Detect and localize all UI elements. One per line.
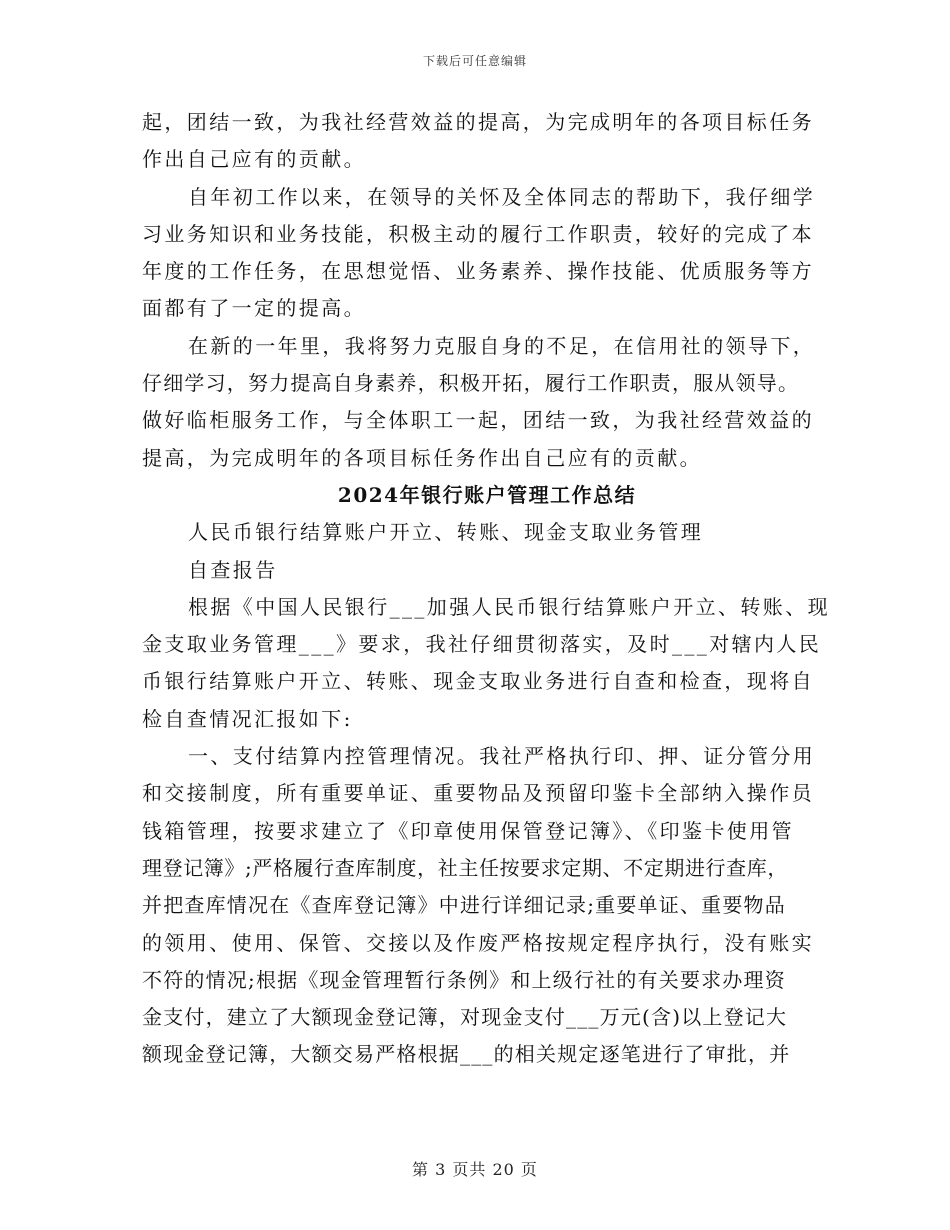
body-line-22: 并把查库情况在《查库登记簿》中进行详细记录;重要单证、重要物品 — [142, 893, 786, 918]
body-line-3: 自年初工作以来，在领导的关怀及全体同志的帮助下，我仔细学 — [188, 184, 816, 209]
body-line-18: 一、支付结算内控管理情况。我社严格执行印、押、证分管分用 — [188, 744, 816, 769]
page-header-note: 下载后可任意编辑 — [422, 54, 527, 68]
document-body — [142, 104, 830, 1074]
page-number: 第 3 页共 20 页 — [412, 1160, 538, 1179]
body-line-6: 面都有了一定的提高。 — [142, 296, 366, 321]
section-title: 2024年银行账户管理工作总结 — [337, 482, 637, 507]
body-line-26: 额现金登记簿，大额交易严格根据___的相关规定逐笔进行了审批，并 — [142, 1042, 791, 1067]
subtitle-line-1: 人民币银行结算账户开立、转账、现金支取业务管理 — [188, 520, 704, 545]
subtitle-line-2: 自查报告 — [188, 557, 278, 582]
body-line-17: 检自查情况汇报如下: — [142, 706, 353, 731]
body-line-23: 的领用、使用、保管、交接以及作废严格按规定程序执行，没有账实 — [142, 930, 814, 955]
body-line-25: 金支付，建立了大额现金登记簿，对现金支付___万元(含)以上登记大 — [142, 1005, 788, 1030]
body-line-10: 提高，为完成明年的各项目标任务作出自己应有的贡献。 — [142, 445, 702, 470]
body-line-20: 钱箱管理，按要求建立了《印章使用保管登记簿》、《印鉴卡使用管 — [142, 818, 794, 843]
body-line-4: 习业务知识和业务技能，积极主动的履行工作职责，较好的完成了本 — [142, 221, 814, 246]
body-line-14: 根据《中国人民银行___加强人民币银行结算账户开立、转账、现 — [188, 594, 830, 619]
body-line-9: 做好临柜服务工作，与全体职工一起，团结一致，为我社经营效益的 — [142, 408, 814, 433]
body-line-21: 理登记簿》;严格履行查库制度，社主任按要求定期、不定期进行查库， — [142, 855, 788, 880]
body-line-2: 作出自己应有的贡献。 — [142, 147, 366, 172]
body-line-24: 不符的情况;根据《现金管理暂行条例》和上级行社的有关要求办理资 — [142, 967, 786, 992]
body-line-16: 币银行结算账户开立、转账、现金支取业务进行自查和检查，现将自 — [142, 669, 814, 694]
body-line-15: 金支取业务管理___》要求，我社仔细贯彻落实，及时___对辖内人民 — [142, 632, 822, 657]
body-line-7: 在新的一年里，我将努力克服自身的不足，在信用社的领导下， — [188, 333, 816, 358]
body-line-5: 年度的工作任务，在思想觉悟、业务素养、操作技能、优质服务等方 — [142, 259, 814, 284]
body-line-19: 和交接制度，所有重要单证、重要物品及预留印鉴卡全部纳入操作员 — [142, 781, 814, 806]
body-line-8: 仔细学习，努力提高自身素养，积极开拓，履行工作职责，服从领导。 — [142, 371, 800, 396]
body-line-1: 起，团结一致，为我社经营效益的提高，为完成明年的各项目标任务 — [142, 110, 814, 134]
